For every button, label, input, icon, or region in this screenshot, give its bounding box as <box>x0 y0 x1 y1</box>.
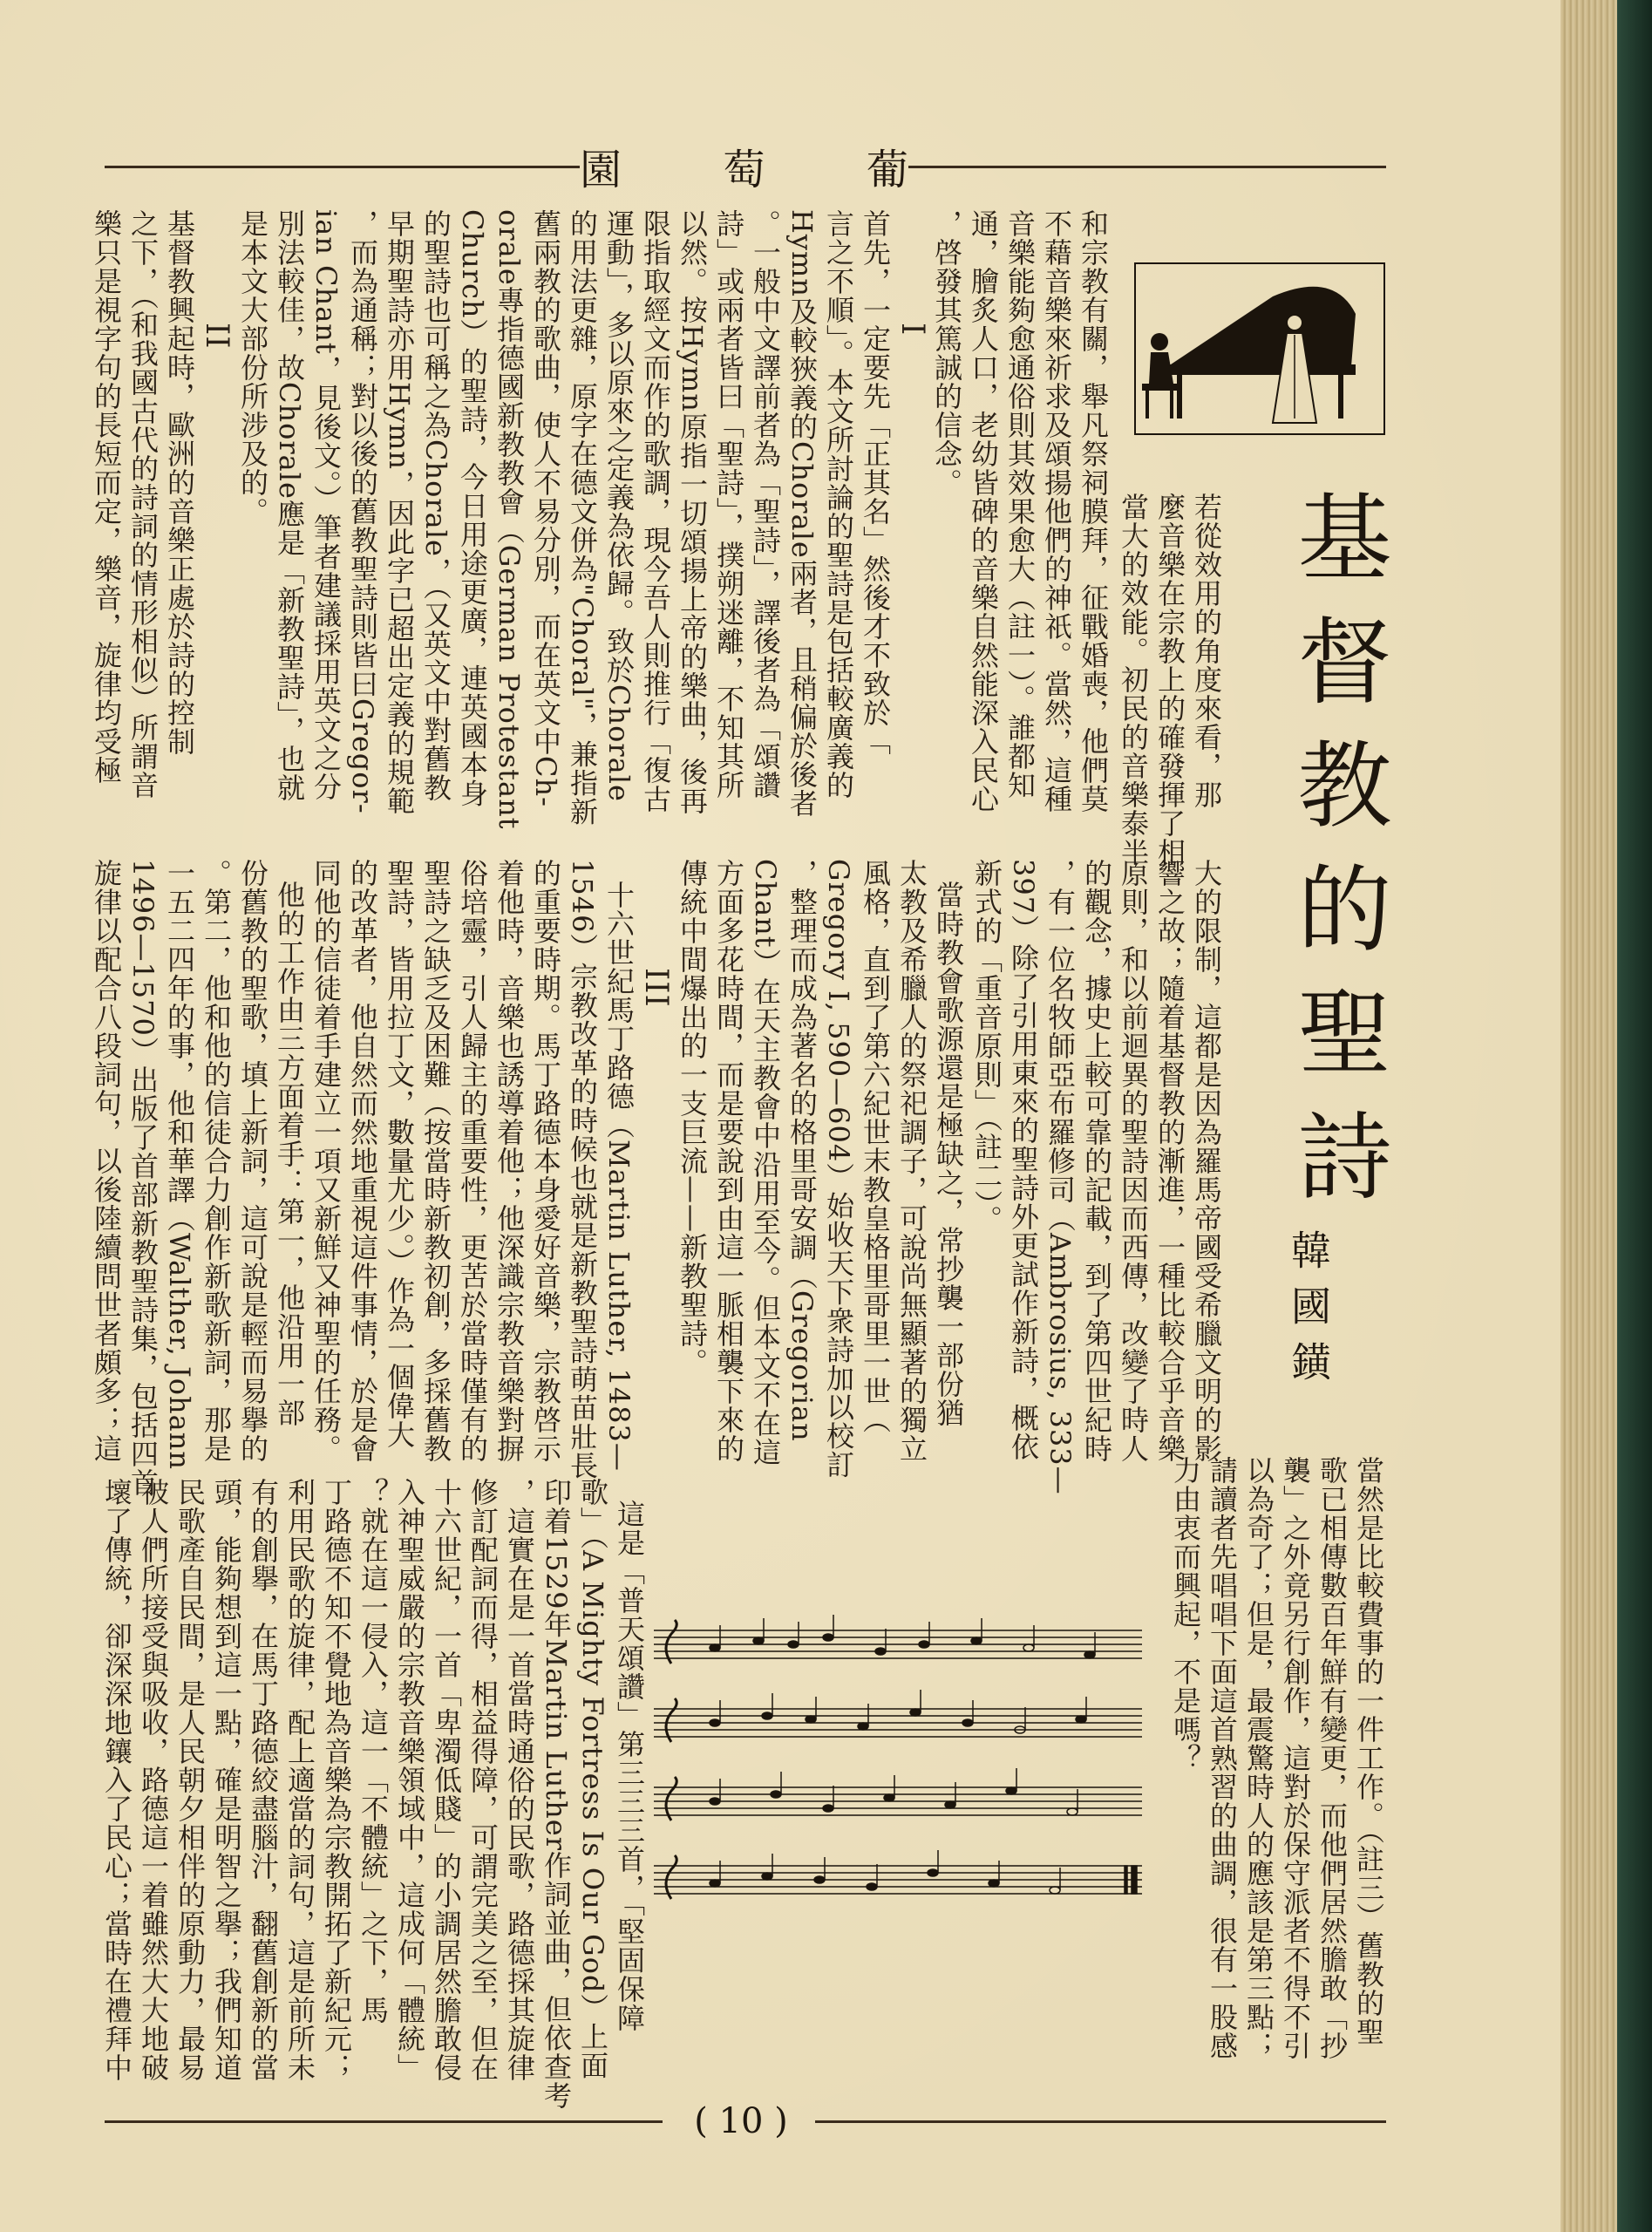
section1-line: ，而為通稱；對以後的舊教聖詩則皆曰Gregor- <box>346 209 379 814</box>
col3-line: 壞了傳統，卻深深地鑲入了民心；當時在禮拜中 <box>100 1478 133 2082</box>
section1-line: Church）的聖詩，今日用途更廣，連英國本身 <box>456 209 489 808</box>
col3-line: 歌」（A Mighty Fortress Is Our God）上面 <box>576 1478 609 2080</box>
col2-line: 大的限制，這都是因為羅馬帝國受希臘文明的影 <box>1190 859 1223 1463</box>
section2-line: 樂只是視字句的長短而定，樂音，旋律均受極 <box>90 209 123 785</box>
col3-line: 襲」之外竟另行創作，這對於保守派者不得不引 <box>1279 1456 1312 2060</box>
section3-line: 的改革者，他自然而然地重視這件事情，於是會 <box>346 859 379 1463</box>
section1-line: Hymn及較狹義的Chorale兩者，且稍偏於後者 <box>785 209 819 818</box>
col2-line: 太教及希臘人的祭祀調子，可說尚無顯著的獨立 <box>895 859 928 1463</box>
header-rule-right <box>908 166 1386 168</box>
section3-line: 一五二四年的事，他和華譯（Walther, Johann <box>163 859 196 1470</box>
section3-line: 十六世紀馬丁路德（Martin Luther, 1483— <box>602 881 636 1472</box>
col3-line: 被人們所接受與吸收，路德這一着雖然大大地破 <box>137 1478 170 2082</box>
section1-line: 言之不順」。本文所討論的聖詩是包括較廣義的 <box>822 209 855 800</box>
col3-line: 以為奇了；但是，最震驚時人的應該是第三點； <box>1242 1456 1275 2060</box>
section1-line: 的用法更雜，原字在德文併為"Choral"，兼指新 <box>566 209 599 827</box>
col2-line: 397）除了引用東來的聖詩外更試作新詩，概依 <box>1007 859 1040 1462</box>
col2-line: 原則，和以前迴異的聖詩因而西傳，改變了時人 <box>1117 859 1150 1463</box>
section3-line: 俗培靈，引人歸主的重要性，更苦於當時僅有的 <box>456 859 489 1463</box>
col2-line: Chant）在天主教會中沿用至今。但本文不在這 <box>749 859 782 1466</box>
header-rule-left <box>105 166 580 168</box>
section1-line: 以然。按Hymn原指一切頌揚上帝的樂曲，後再 <box>676 209 709 815</box>
section1-line: 的聖詩也可稱之為Chorale，（又英文中對舊教 <box>419 209 452 802</box>
col3-line: 這是「普天頌讚」第三三三首，「堅固保障 <box>613 1500 646 2032</box>
section3-line: 聖詩，皆用拉丁文，數量尤少。）作為一個偉大 <box>383 859 416 1449</box>
intro-line: 通，膾炙人口，老幼皆碑的音樂自然能深入民心 <box>967 209 1000 813</box>
intro-line: 和宗教有關，舉凡祭祠膜拜，征戰婚喪，他們莫 <box>1077 209 1110 813</box>
footer-rule-left <box>105 2120 663 2123</box>
section1-line: 。一般中文譯前者為「聖詩」，譯後者為「頌讚 <box>749 209 782 800</box>
section3-line: 1496—1570）出版了首部新教聖詩集，包括四首 <box>126 859 160 1497</box>
col3-line: 入神聖威嚴的宗教音樂領域中，這成何「體統」 <box>393 1478 426 2082</box>
intro-line: ，啓發其篤誠的信念。 <box>930 209 963 497</box>
col2-line: 新式的「重音原則」（註二）。 <box>970 859 1003 1234</box>
col3-line: ？就在這一侵入，這一「不體統」之下，馬 <box>357 1478 390 2024</box>
section1-line: 運動」，多以原來之定義為依歸。致於Chorale <box>602 209 636 802</box>
section3-line: 他的工作由三方面着手：第一，他沿用一部 <box>273 881 306 1427</box>
col3-line: 十六世紀，一首「卑濁低賤」的小調居然膽敢侵 <box>430 1478 463 2082</box>
col3-line: 歌已相傳數百年鮮有變更，而他們居然膽敢「抄 <box>1315 1456 1349 2060</box>
footer-rule-right <box>815 2120 1386 2123</box>
section-1-mark: I <box>894 323 930 337</box>
section3-line: 旋律以配合八段詞句，以後陸續問世者頗多；這 <box>90 859 123 1463</box>
section1-line: 別法較佳，故Chorale應是「新教聖詩」，也就 <box>273 209 306 802</box>
page-number: ( 10 ) <box>694 2101 788 2141</box>
article-author: 韓國鐄 <box>1285 1229 1332 1397</box>
section3-line: 的重要時期。馬丁路德本身愛好音樂，宗教啓示 <box>529 859 562 1463</box>
header-char-1: 園 <box>580 145 622 194</box>
col3-line: 有的創擧，在馬丁路德絞盡腦汁，翻舊創新的當 <box>247 1478 280 2082</box>
section3-line: 着他時，音樂也誘導着他；他深識宗教音樂對摒 <box>493 859 526 1463</box>
col2-line: 風格，直到了第六紀世末教皇格里哥里一世（ <box>859 859 892 1434</box>
section1-line: 詩」或兩者皆曰「聖詩」，撲朔迷離，不知其所 <box>712 209 745 800</box>
piano-singer-illustration <box>1133 262 1386 436</box>
section1-line: 舊兩教的歌曲，使人不易分別，而在英文中Ch- <box>529 209 562 807</box>
col3-line: 民歌產自民間，是人民朝夕相伴的原動力，最易 <box>173 1478 207 2082</box>
col2-line: 傳統中間爆出的一支巨流——新教聖詩。 <box>676 859 709 1377</box>
col3-line: 印着1529年Martin Luther作詞並曲，但依查考 <box>540 1478 573 2111</box>
col3-line: ，這實在是一首當時通俗的民歌，路德採其旋律 <box>503 1478 536 2082</box>
section2-line: 基督教興起時，歐洲的音樂正處於詩的控制 <box>163 209 196 756</box>
intro-line: 麼音樂在宗教上的確發揮了相 <box>1153 493 1186 867</box>
header-char-3: 葡 <box>866 145 908 194</box>
intro-line: 當大的效能。初民的音樂泰半 <box>1117 493 1150 867</box>
col3-line: 頭，能夠想到這一點，確是明智之擧；我們知道 <box>210 1478 243 2082</box>
section1-line: 限指取經文而作的歌調，現今吾人則推行「復古 <box>639 209 672 813</box>
col2-line: ，有一位名牧師亞布羅修司（Ambrosius, 333— <box>1044 859 1077 1495</box>
section1-line: orale專指德國新教教會（German Protestant <box>493 209 526 830</box>
section-2-mark: II <box>199 323 235 350</box>
col3-line: 當然是比較費事的一件工作。（註三）舊教的聖 <box>1352 1456 1385 2046</box>
col3-line: 力由衷而興起，不是嗎？ <box>1169 1456 1202 1773</box>
section3-line: 。第二，他和他的信徒合力創作新歌新詞，那是 <box>200 859 233 1463</box>
running-header <box>580 140 908 192</box>
intro-line: 音樂能夠愈通俗則其效果愈大（註一）。誰都知 <box>1003 209 1037 800</box>
col2-line: ，整理而成為著名的格里哥安調（Gregorian <box>785 859 819 1442</box>
section1-line: 是本文大部份所涉及的。 <box>236 209 269 526</box>
article-title: 基督教的聖詩 <box>1281 488 1390 1231</box>
section3-line: 1546）宗教改革的時候也就是新教聖詩萌苗壯長 <box>566 859 599 1480</box>
section1-line: 早期聖詩亦用Hymn，因此字已超出定義的規範 <box>383 209 416 815</box>
section3-line: 同他的信徒着手建立一項又新鮮又神聖的任務。 <box>309 859 343 1463</box>
section3-line: 聖詩之缺乏及困難（按當時新教初創，多採舊教 <box>419 859 452 1463</box>
section1-line: ian Chant，見後文。）筆者建議採用英文之分 <box>309 209 343 801</box>
intro-line: 不藉音樂來祈求及頌揚他們的神祇。當然，這種 <box>1040 209 1073 813</box>
col2-line: 方面多花時間，而是要說到由這一脈相襲下來的 <box>712 859 745 1463</box>
section1-line: 首先，一定要先「正其名」然後才不致於「 <box>859 209 892 756</box>
col3-line: 丁路德不知不覺地為音樂為宗教開拓了新紀元； <box>320 1478 353 2082</box>
music-score <box>645 1613 1151 1944</box>
col2-line: 響之故；隨着基督教的漸進，一種比較合乎音樂 <box>1153 859 1186 1463</box>
header-char-2: 萄 <box>723 145 765 194</box>
col2-line: 的觀念，據史上較可靠的記載，到了第四世紀時 <box>1080 859 1113 1463</box>
col3-line: 修訂配詞而得，相益得障，可謂完美之至，但在 <box>466 1478 500 2082</box>
section2-line: 之下，（和我國古代的詩詞的情形相似）所謂音 <box>126 209 160 800</box>
section-3-mark: III <box>638 968 674 1008</box>
book-spine <box>1617 0 1652 2232</box>
col3-line: 請讀者先唱唱下面這首熟習的曲調，很有一股感 <box>1206 1456 1239 2060</box>
col2-line: 當時教會歌源還是極缺之，常抄襲一部份猶 <box>932 881 965 1427</box>
col2-line: Gregory I, 590—604）始收天下衆詩加以校訂 <box>822 859 855 1480</box>
col3-line: 利用民歌的旋律，配上適當的詞句，這是前所未 <box>283 1478 316 2082</box>
intro-line: 若從效用的角度來看，那 <box>1190 493 1223 809</box>
section3-line: 份舊教的聖歌，填上新詞，這可說是輕而易擧的 <box>236 859 269 1463</box>
